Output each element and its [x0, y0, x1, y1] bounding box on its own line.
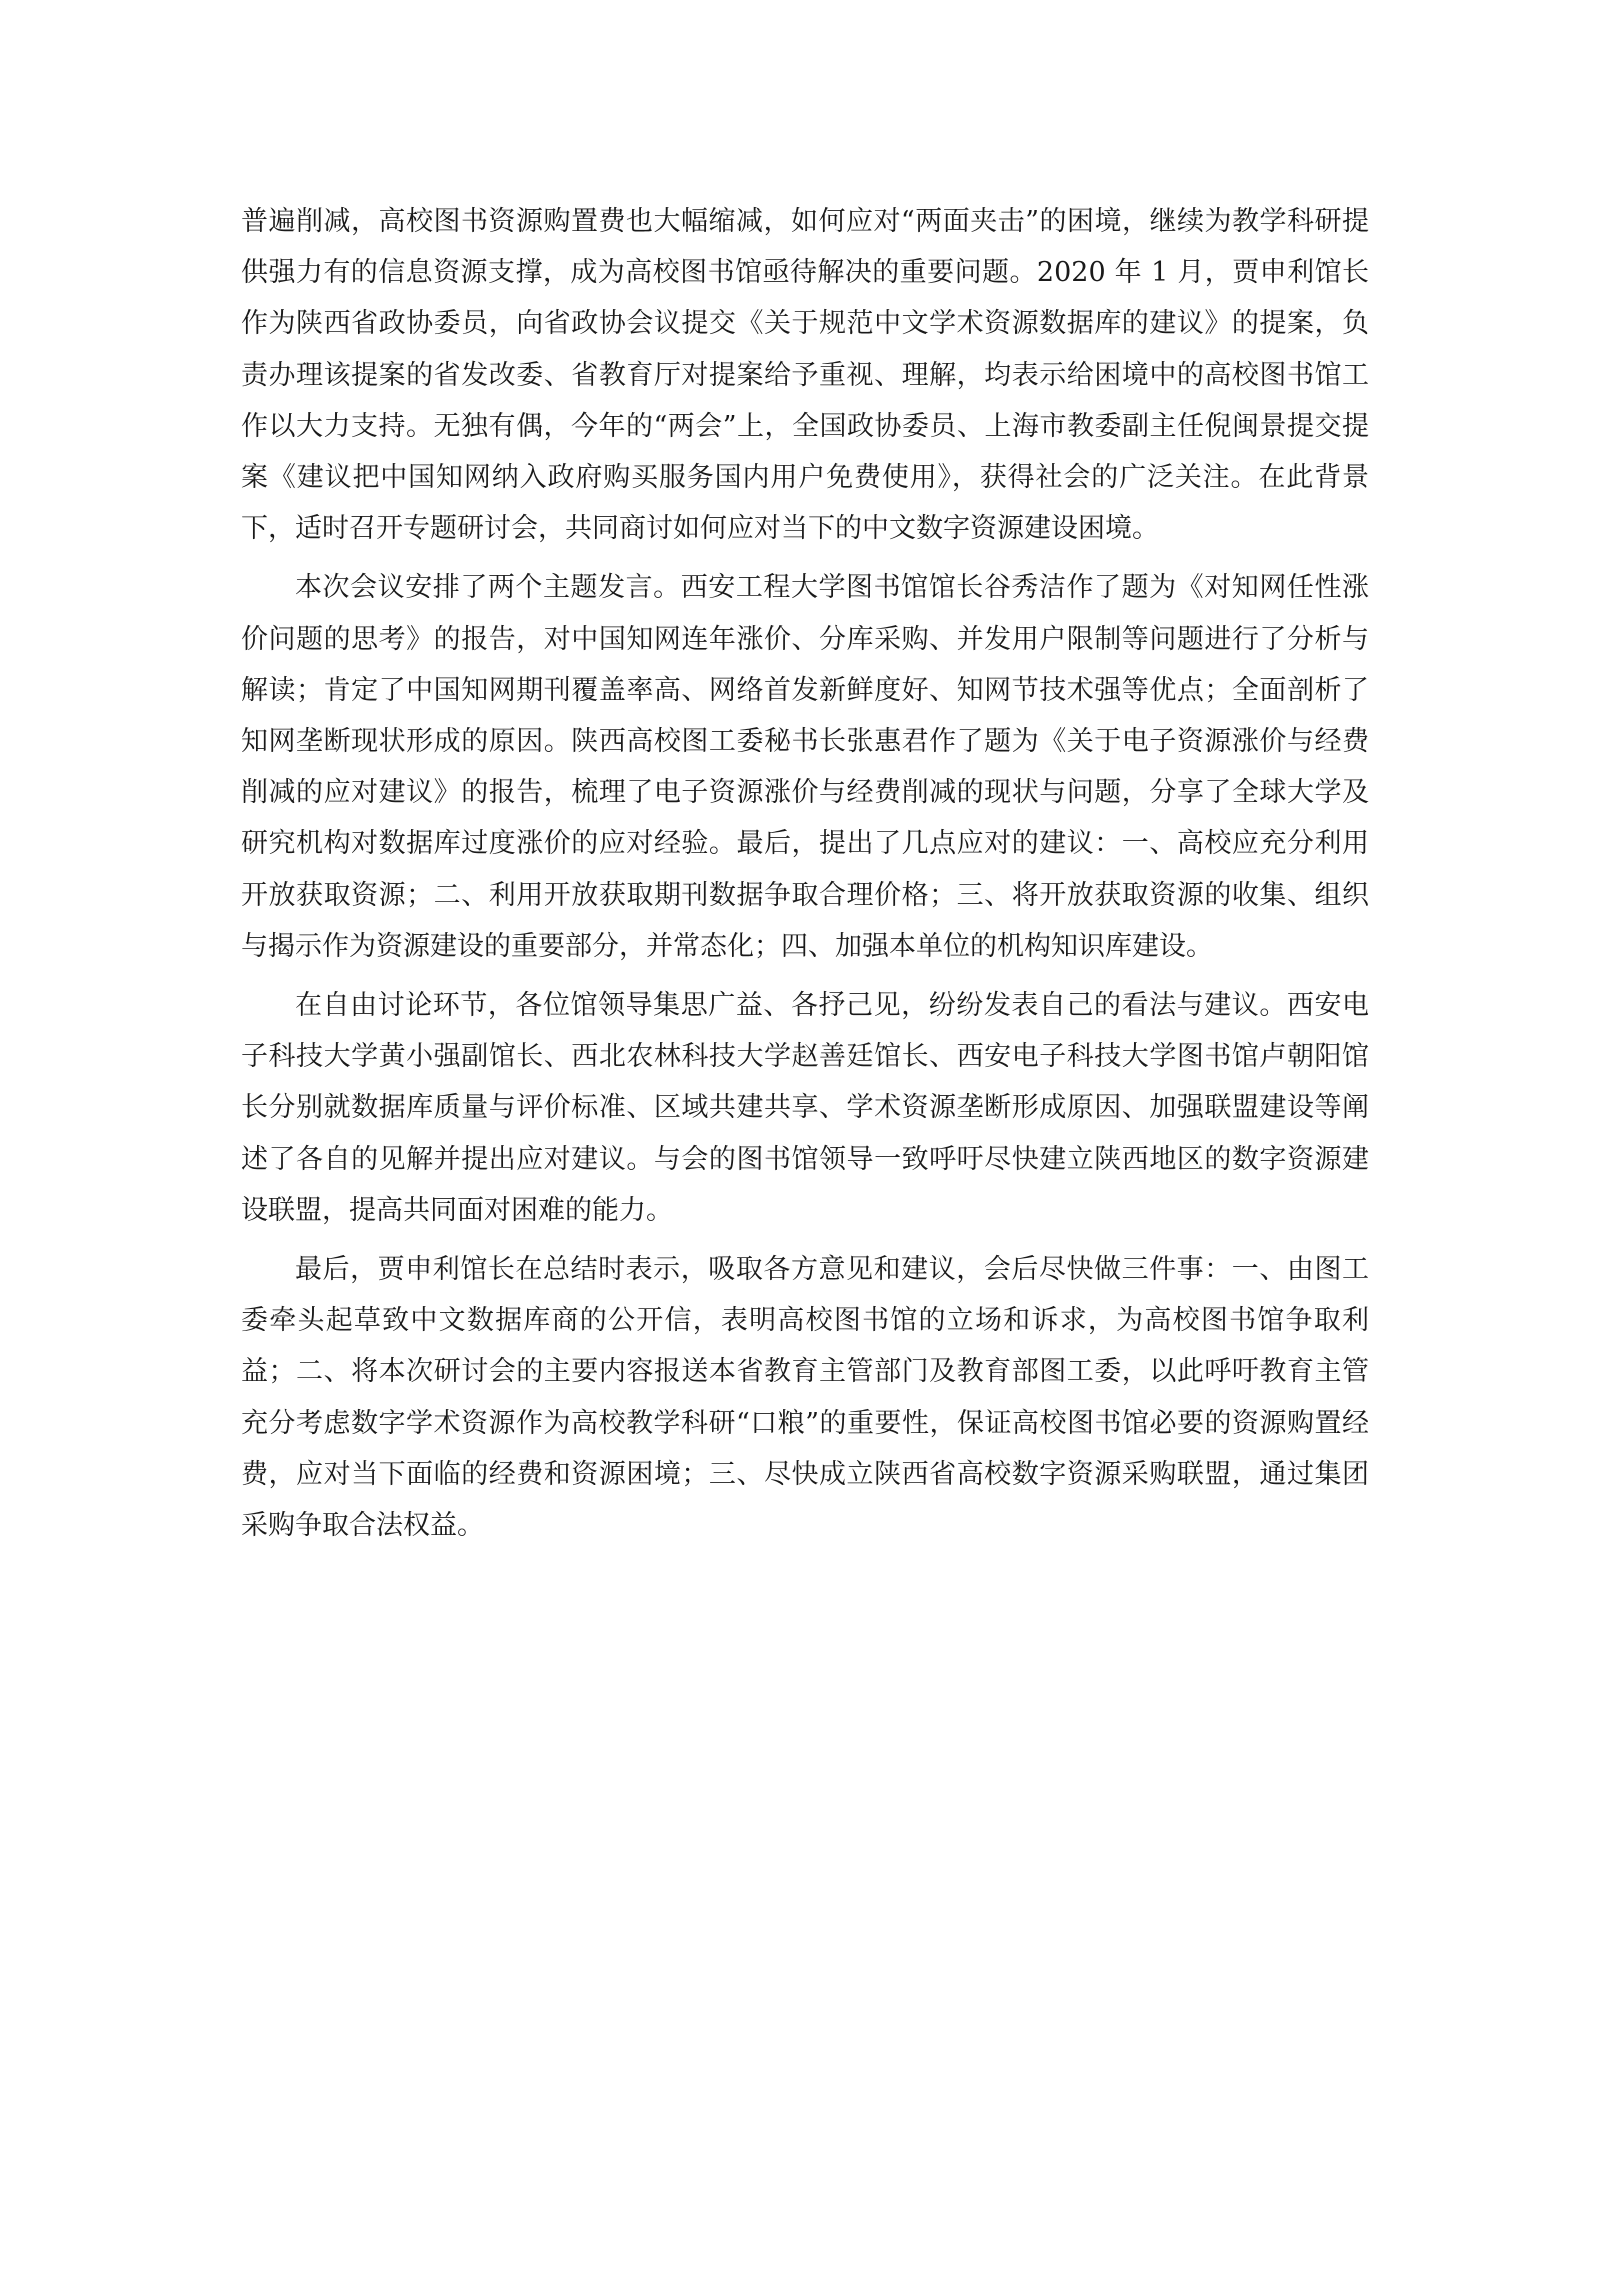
- paragraph-3: 在自由讨论环节，各位馆领导集思广益、各抒己见，纷纷发表自己的看法与建议。西安电子科技大学黄小强副馆长、西北农林科技大学赵善廷馆长、西安电子科技大学图书馆卢朝阳馆长分别就数据库质量与评价标准、区域共建共享、学术资源垄断形成原因、加强联盟建设等阐述了各自的见解并提出应对建议。与会的图书馆领导一致呼吁尽快建立陕西地区的数字资源建设联盟，提高共同面对困难的能力。: [241, 990, 1369, 1226]
- paragraph-1: 普遍削减，高校图书资源购置费也大幅缩减，如何应对“两面夹击”的困境，继续为教学科研提供强力有的信息资源支撑，成为高校图书馆亟待解决的重要问题。2020 年 1 月，贾申利馆长作为陕西省政协委员，向省政协会议提交《关于规范中文学术资源数据库的建议》的提案，负责办理该提案的省发改委、省教育厅对提案给予重视、理解，均表示给困境中的高校图书馆工作以大力支持。无独有偶，今年的“两会”上，全国政协委员、上海市教委副主任倪闽景提交提案《建议把中国知网纳入政府购买服务国内用户免费使用》，获得社会的广泛关注。在此背景下，适时召开专题研讨会，共同商讨如何应对当下的中文数字资源建设困境。: [241, 206, 1369, 545]
- document-body: [241, 196, 1369, 1551]
- paragraph-2: 本次会议安排了两个主题发言。西安工程大学图书馆馆长谷秀洁作了题为《对知网任性涨价问题的思考》的报告，对中国知网连年涨价、分库采购、并发用户限制等问题进行了分析与解读；肯定了中国知网期刊覆盖率高、网络首发新鲜度好、知网节技术强等优点；全面剖析了知网垄断现状形成的原因。陕西高校图工委秘书长张惠君作了题为《关于电子资源涨价与经费削减的应对建议》的报告，梳理了电子资源涨价与经费削减的现状与问题，分享了全球大学及研究机构对数据库过度涨价的应对经验。最后，提出了几点应对的建议：一、高校应充分利用开放获取资源；二、利用开放获取期刊数据争取合理价格；三、将开放获取资源的收集、组织与揭示作为资源建设的重要部分，并常态化；四、加强本单位的机构知识库建设。: [241, 572, 1369, 962]
- paragraph-4: 最后，贾申利馆长在总结时表示，吸取各方意见和建议，会后尽快做三件事：一、由图工委牵头起草致中文数据库商的公开信，表明高校图书馆的立场和诉求，为高校图书馆争取利益；二、将本次研讨会的主要内容报送本省教育主管部门及教育部图工委，以此呼吁教育主管充分考虑数字学术资源作为高校教学科研“口粮”的重要性，保证高校图书馆必要的资源购置经费，应对当下面临的经费和资源困境；三、尽快成立陕西省高校数字资源采购联盟，通过集团采购争取合法权益。: [241, 1254, 1369, 1542]
